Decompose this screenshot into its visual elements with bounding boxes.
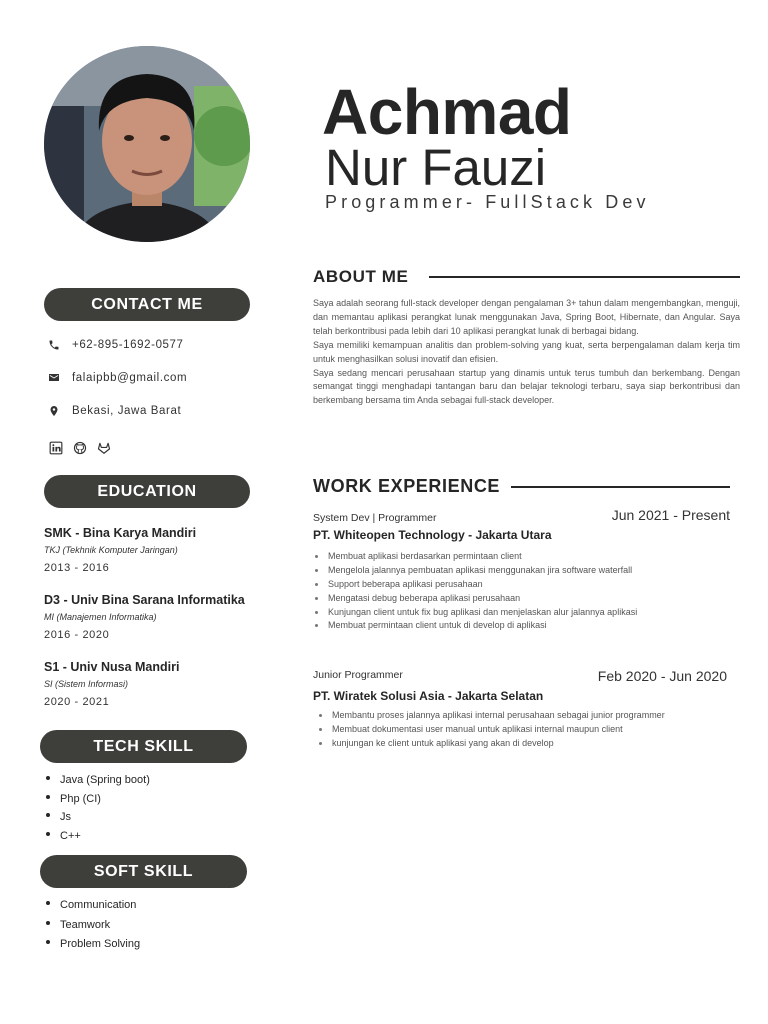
job-company: PT. Whiteopen Technology - Jakarta Utara — [313, 528, 552, 542]
education-heading: EDUCATION — [44, 475, 250, 508]
list-item: Communication — [45, 896, 140, 916]
list-item: Js — [45, 808, 150, 827]
about-paragraph: Saya adalah seorang full-stack developer dengan pengalaman 3+ tahun dalam mengembangkan, menguji, dan memantau aplikasi perangkat lunak menggunakan Java, Spring Boot, Hibernate, dan Angular. Saya telah berkontribusi pada lebih dari 10 aplikasi perangkat lunak di berbagai bidang. — [313, 298, 740, 336]
soft-skill-list — [45, 896, 140, 955]
email-address: falaipbb@gmail.com — [72, 372, 188, 384]
education-years: 2013 - 2016 — [44, 562, 110, 574]
about-paragraph: Saya sedang mencari perusahaan startup yang dinamis untuk terus tumbuh dan berkembang. Dengan semangat tinggi menghadapi tantangan baru dan belajar teknologi terbaru, saya siap berkontribusi dan berkembang bersama tim Anda sebagai full-stack developer. — [313, 367, 740, 406]
gitlab-icon[interactable] — [96, 440, 111, 455]
about-divider — [429, 276, 740, 278]
job-role: System Dev | Programmer — [313, 512, 437, 524]
education-major: TKJ (Tekhnik Komputer Jaringan) — [44, 545, 178, 555]
list-item: Membuat aplikasi berdasarkan permintaan client — [313, 550, 637, 564]
list-item: Mengatasi debug beberapa aplikasi perusahaan — [313, 592, 637, 606]
list-item: Teamwork — [45, 916, 140, 936]
email-icon — [47, 371, 61, 385]
about-paragraph: Saya memiliki kemampuan analitis dan problem-solving yang kuat, serta berpengalaman dalam kerja tim untuk menghasilkan solusi inovatif dan efisien. — [313, 339, 740, 364]
job-company: PT. Wiratek Solusi Asia - Jakarta Selatan — [313, 689, 544, 703]
education-school: S1 - Univ Nusa Mandiri — [44, 660, 180, 674]
education-school: SMK - Bina Karya Mandiri — [44, 526, 197, 540]
phone-number: +62-895-1692-0577 — [72, 339, 184, 351]
job-task-list — [317, 709, 665, 751]
education-major: MI (Manajemen Informatika) — [44, 612, 157, 622]
work-divider — [511, 486, 730, 488]
education-major: SI (Sistem Informasi) — [44, 679, 129, 689]
about-heading: ABOUT ME — [313, 267, 409, 286]
list-item: Membuat permintaan client untuk di develop di aplikasi — [313, 619, 637, 633]
soft-skill-heading: SOFT SKILL — [40, 855, 247, 888]
tech-skill-list — [45, 771, 150, 845]
first-name: Achmad — [322, 76, 572, 148]
contact-location — [47, 404, 181, 418]
tech-skill-heading: TECH SKILL — [40, 730, 247, 763]
phone-icon — [47, 338, 61, 352]
job-task-list — [313, 550, 637, 633]
list-item: Java (Spring boot) — [45, 771, 150, 790]
list-item: Mengelola jalannya pembuatan aplikasi menggunakan jira software waterfall — [313, 564, 637, 578]
job-role: Junior Programmer — [313, 669, 403, 681]
job-date: Feb 2020 - Jun 2020 — [597, 668, 727, 684]
education-item — [44, 526, 196, 575]
list-item: Membantu proses jalannya aplikasi internal perusahaan sebagai junior programmer — [317, 709, 665, 723]
github-icon[interactable] — [72, 440, 87, 455]
list-item: Membuat dokumentasi user manual untuk aplikasi internal maupun client — [317, 723, 665, 737]
list-item: Problem Solving — [45, 935, 140, 955]
profile-photo — [44, 46, 250, 242]
education-school: D3 - Univ Bina Sarana Informatika — [44, 593, 245, 607]
list-item: Kunjungan client untuk fix bug aplikasi dan menjelaskan alur jalannya aplikasi — [313, 606, 637, 620]
job-date: Jun 2021 - Present — [611, 507, 730, 523]
education-years: 2016 - 2020 — [44, 629, 110, 641]
about-text — [313, 297, 740, 408]
list-item: kunjungan ke client untuk aplikasi yang akan di develop — [317, 737, 665, 751]
list-item: C++ — [45, 827, 150, 846]
list-item: Support beberapa aplikasi perusahaan — [313, 578, 637, 592]
work-heading: WORK EXPERIENCE — [313, 476, 501, 496]
list-item: Php (CI) — [45, 790, 150, 809]
last-name: Nur Fauzi — [325, 139, 547, 196]
education-item — [44, 593, 245, 642]
contact-email[interactable] — [47, 371, 187, 385]
contact-phone[interactable] — [47, 338, 184, 352]
education-years: 2020 - 2021 — [44, 696, 110, 708]
job-title: Programmer- FullStack Dev — [325, 192, 650, 212]
education-item — [44, 660, 179, 709]
social-links — [48, 440, 111, 455]
contact-heading: CONTACT ME — [44, 288, 250, 321]
location-text: Bekasi, Jawa Barat — [72, 405, 182, 417]
location-pin-icon — [47, 404, 61, 418]
profile-photo-illustration — [44, 46, 250, 242]
linkedin-icon[interactable] — [48, 440, 63, 455]
